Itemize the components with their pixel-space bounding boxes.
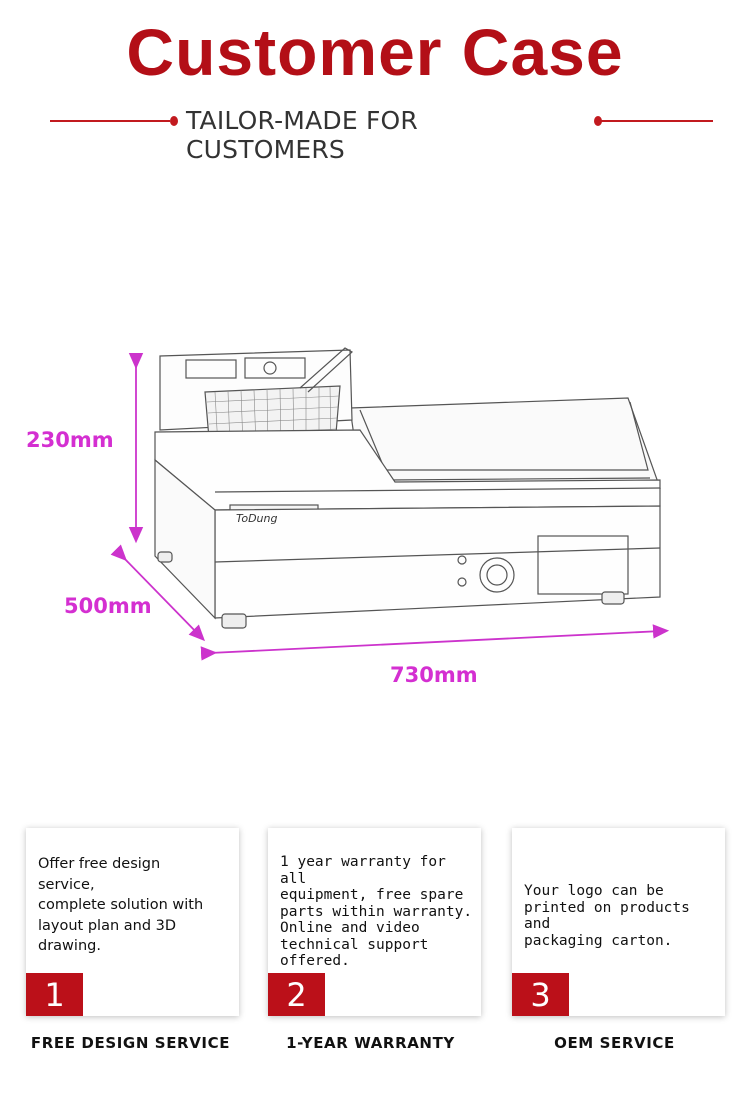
service-card-design	[26, 828, 239, 1016]
brand-mark: ToDung	[236, 512, 278, 525]
service-card-oem	[512, 828, 725, 1016]
service-card-text: 1 year warranty for all equipment, free spare parts within warranty. Online and video technical support offered.	[280, 854, 473, 969]
service-card-number: 2	[268, 973, 325, 1016]
page-title: Customer Case	[126, 15, 624, 89]
depth-label: 500mm	[64, 594, 152, 618]
width-dimension-arrow	[210, 631, 662, 653]
service-card-number: 3	[512, 973, 569, 1016]
service-label-design: FREE DESIGN SERVICE	[30, 1034, 231, 1052]
service-card-warranty	[268, 828, 481, 1016]
service-card-text: Offer free design service, complete solution with layout plan and 3D drawing.	[38, 856, 204, 954]
product-illustration	[20, 330, 720, 690]
service-label-oem: OEM SERVICE	[554, 1034, 675, 1052]
subtitle: TAILOR-MADE FOR CUSTOMERS	[186, 106, 418, 164]
service-card-text: Your logo can be printed on products and packaging carton.	[524, 883, 690, 949]
service-card-number: 1	[26, 973, 83, 1016]
divider-right	[597, 120, 713, 122]
height-label: 230mm	[26, 428, 114, 452]
divider-dot-left	[170, 116, 178, 126]
divider-left	[50, 120, 170, 122]
service-label-warranty: 1-YEAR WARRANTY	[286, 1034, 455, 1052]
width-label: 730mm	[390, 663, 478, 687]
subtitle-row	[0, 104, 750, 164]
